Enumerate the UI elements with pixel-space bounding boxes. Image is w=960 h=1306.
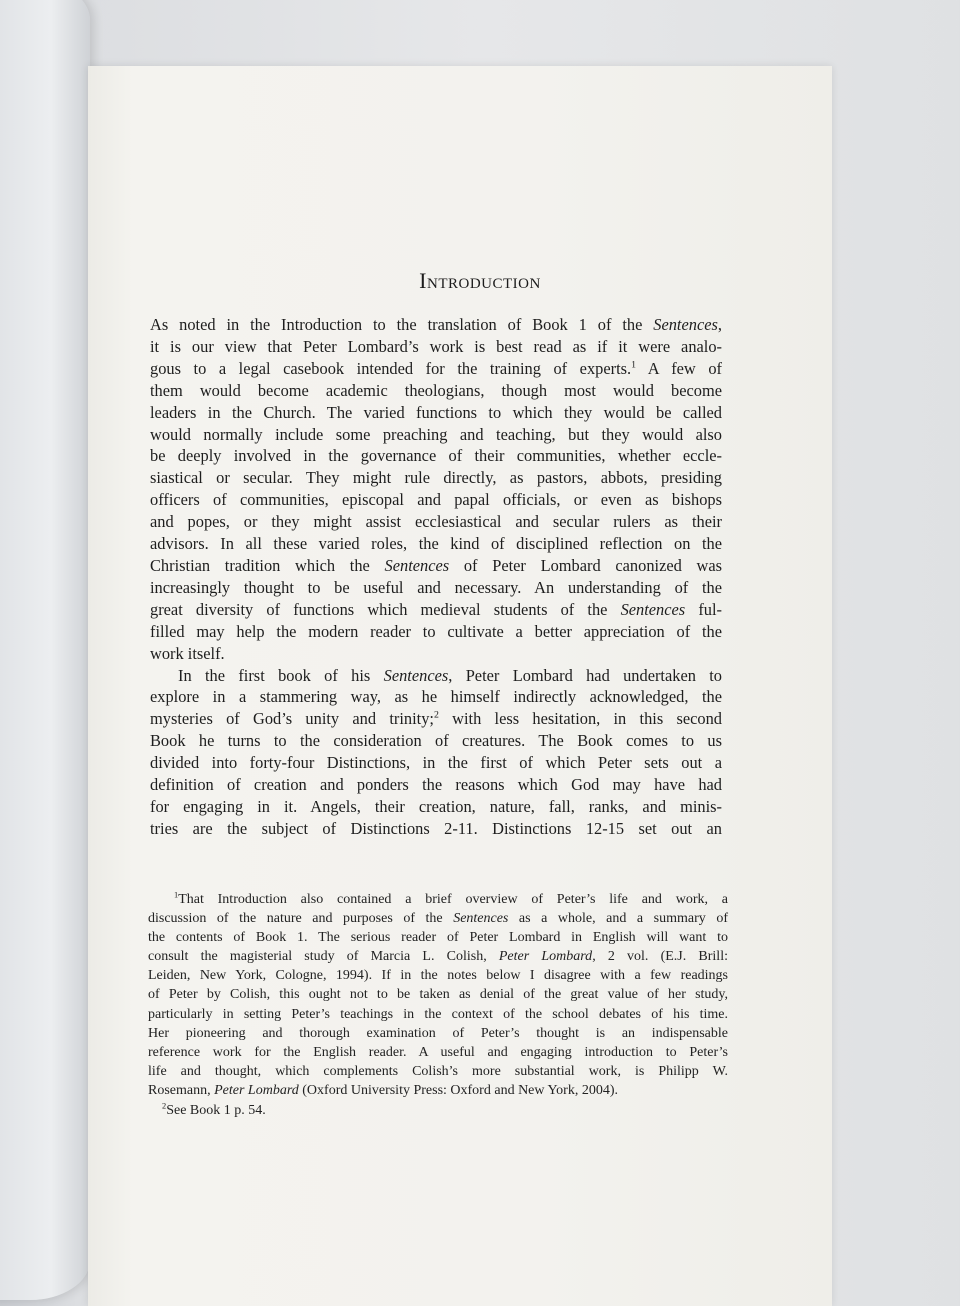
text-line: siastical or secular. They might rule directly, as pastors, abbots, presiding <box>150 468 722 488</box>
text-line: tries are the subject of Distinctions 2-11. Distinctions 12-15 set out an <box>150 818 722 838</box>
paragraph-2 <box>150 665 722 840</box>
text-line: In the first book of his Sentences, Peter Lombard had undertaken to <box>178 665 723 685</box>
body-text <box>150 314 722 840</box>
page-title: Introduction <box>419 268 541 293</box>
footnote-line: particularly in setting Peter’s teachings in the context of the school debates of his time. <box>148 1006 728 1022</box>
footnote-line: consult the magisterial study of Marcia L. Colish, Peter Lombard, 2 vol. (E.J. Brill: <box>148 949 728 965</box>
footnote-line: discussion of the nature and purposes of the Sentences as a whole, and a summary of <box>148 911 728 927</box>
paragraph-1 <box>150 314 722 665</box>
text-line: and popes, or they might assist ecclesiastical and secular rulers as their <box>150 512 722 532</box>
footnote-1 <box>148 890 728 1100</box>
footnote-mark-2: 2 <box>162 1101 167 1111</box>
text-line: increasingly thought to be useful and necessary. An understanding of the <box>150 577 722 597</box>
text-line: As noted in the Introduction to the translation of Book 1 of the Sentences, <box>150 315 722 334</box>
text-line: it is our view that Peter Lombard’s work is best read as if it were analo- <box>150 336 722 356</box>
text-line: gous to a legal casebook intended for the training of experts.$^1$ A few of <box>150 358 722 378</box>
footnote-line: Her pioneering and thorough examination of Peter’s thought is an indispensable <box>148 1025 728 1041</box>
text-line: explore in a stammering way, as he himself indirectly acknowledged, the <box>150 687 722 707</box>
footnote-mark-1: 1 <box>174 890 179 900</box>
footnote-line: reference work for the English reader. A useful and engaging introduction to Peter’s <box>148 1044 728 1060</box>
text-line: great diversity of functions which medieval students of the Sentences ful- <box>150 599 722 619</box>
footnote-ref-2: 2 <box>433 709 439 721</box>
text-line: definition of creation and ponders the reasons which God may have had <box>150 775 722 795</box>
text-line: Christian tradition which the Sentences of Peter Lombard canonized was <box>150 555 723 575</box>
text-line: work itself. <box>150 643 225 663</box>
text-line: mysteries of God’s unity and trinity;$^2$ with less hesitation, in this second <box>150 709 722 729</box>
footnote-2: $^2$See Book 1 p. 54. <box>162 1101 266 1119</box>
facing-page-edge <box>0 0 90 1300</box>
text-line: would normally include some preaching and teaching, but they would also <box>150 424 722 444</box>
text-line: advisors. In all these varied roles, the kind of disciplined reflection on the <box>150 534 722 554</box>
footnote-line: life and thought, which complements Colish’s more substantial work, is Philipp W. <box>148 1063 728 1079</box>
text-line: leaders in the Church. The varied functions to which they would be called <box>150 402 722 422</box>
footnote-ref-1: 1 <box>631 359 637 371</box>
text-line: officers of communities, episcopal and papal officials, or even as bishops <box>150 490 722 510</box>
footnote-line: the contents of Book 1. The serious reader of Peter Lombard in English will want to <box>148 930 728 946</box>
footnote-line: Rosemann, Peter Lombard (Oxford University Press: Oxford and New York, 2004). <box>148 1082 619 1098</box>
footnote-line: Leiden, New York, Cologne, 1994). If in the notes below I disagree with a few readings <box>148 968 728 984</box>
footnotes <box>148 890 728 1120</box>
footnote-line: of Peter by Colish, this ought not to be taken as denial of the great value of her study, <box>148 987 728 1003</box>
text-line: filled may help the modern reader to cultivate a better appreciation of the <box>150 621 722 641</box>
text-line: divided into forty-four Distinctions, in the first of which Peter sets out a <box>150 753 722 773</box>
text-line: for engaging in it. Angels, their creation, nature, fall, ranks, and minis- <box>150 796 722 816</box>
text-line: them would become academic theologians, though most would become <box>150 380 722 400</box>
text-line: be deeply involved in the governance of their communities, whether eccle- <box>150 446 722 466</box>
text-line: Book he turns to the consideration of creatures. The Book comes to us <box>150 731 722 751</box>
footnote-line: $^1$That Introduction also contained a brief overview of Peter’s life and work, a <box>174 890 728 907</box>
